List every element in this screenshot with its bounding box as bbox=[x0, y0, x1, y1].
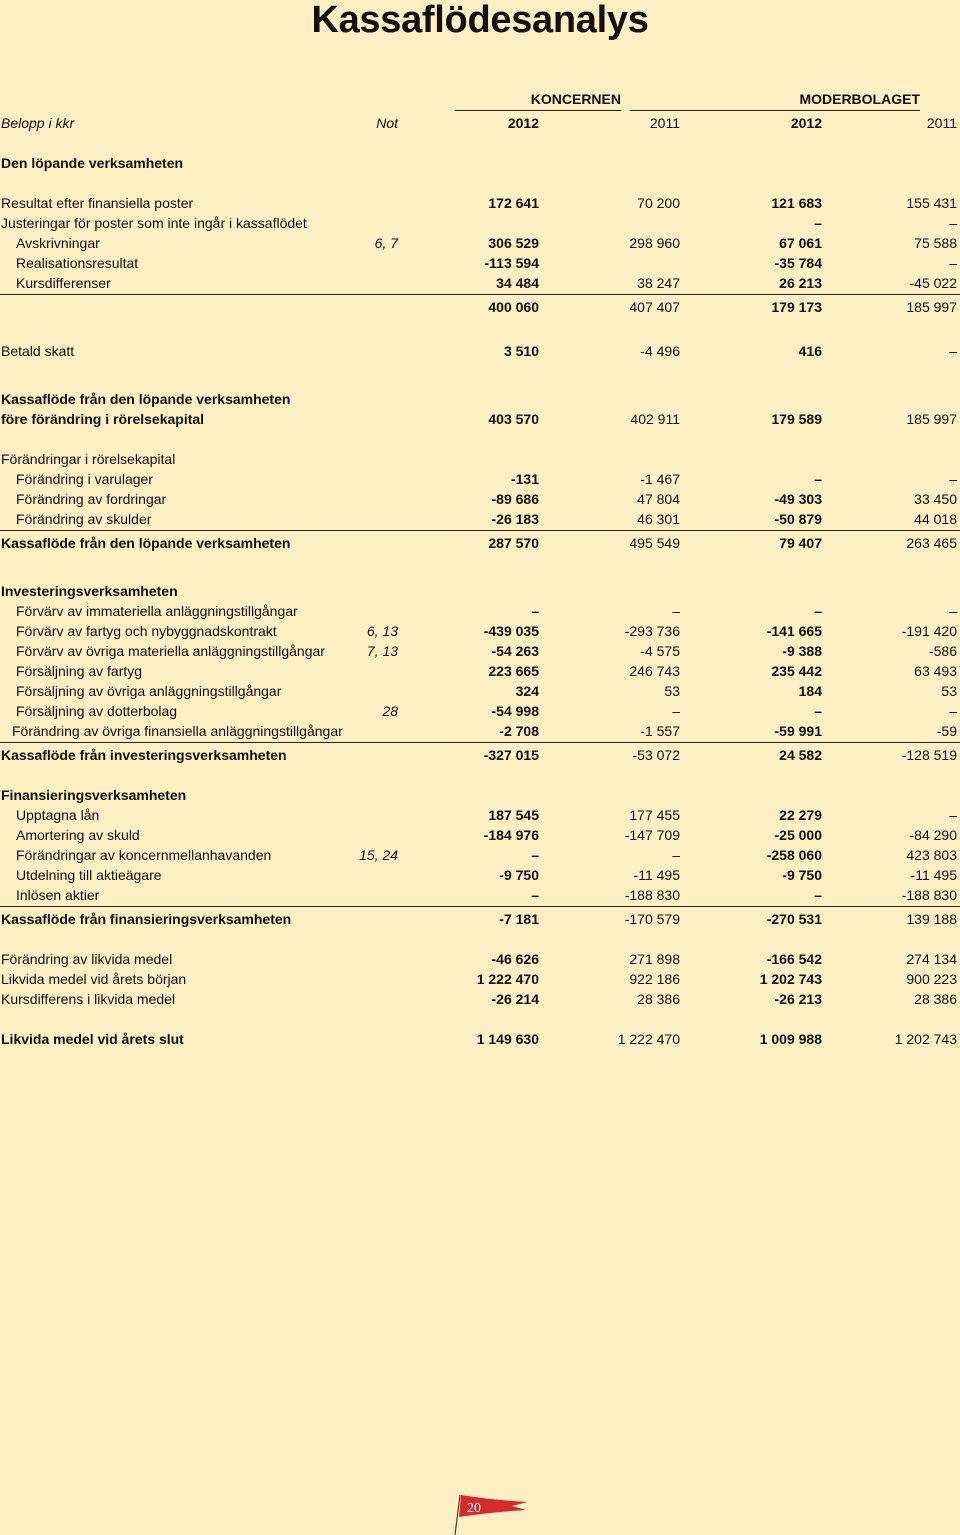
row-label: Likvida medel vid årets slut bbox=[1, 1031, 184, 1047]
value-moderbolaget-2011: 900 223 bbox=[906, 971, 957, 987]
value-moderbolaget-2011: 185 997 bbox=[906, 411, 957, 427]
value-koncernen-2011: -4 496 bbox=[640, 343, 680, 359]
row-label: Finansieringsverksamheten bbox=[1, 787, 187, 803]
value-moderbolaget-2012: -25 000 bbox=[774, 827, 822, 843]
value-moderbolaget-2011: 423 803 bbox=[906, 847, 957, 863]
row-note: 15, 24 bbox=[359, 847, 398, 863]
row-label: Förvärv av övriga materiella anläggningstillgångar bbox=[16, 643, 325, 659]
value-koncernen-2012: -54 998 bbox=[491, 703, 539, 719]
row-label: Förändring av skulder bbox=[16, 511, 152, 527]
value-koncernen-2012: -7 181 bbox=[499, 911, 539, 927]
value-koncernen-2011: -293 736 bbox=[624, 623, 680, 639]
table-row bbox=[0, 253, 960, 273]
value-moderbolaget-2012: -141 665 bbox=[766, 623, 822, 639]
row-note: 28 bbox=[382, 703, 398, 719]
row-label: Resultat efter finansiella poster bbox=[1, 195, 194, 211]
year-header-moderbolaget-2011: 2011 bbox=[926, 115, 957, 131]
value-koncernen-2011: – bbox=[672, 603, 680, 619]
table-row bbox=[0, 297, 960, 317]
table-row bbox=[0, 1029, 960, 1049]
value-moderbolaget-2012: -59 991 bbox=[774, 723, 822, 739]
amount-unit-label: Belopp i kkr bbox=[1, 115, 75, 131]
value-moderbolaget-2011: -11 495 bbox=[910, 867, 957, 883]
value-moderbolaget-2012: -49 303 bbox=[774, 491, 822, 507]
value-moderbolaget-2011: -586 bbox=[928, 643, 957, 659]
table-row bbox=[0, 469, 960, 489]
value-moderbolaget-2011: 139 188 bbox=[906, 911, 957, 927]
value-moderbolaget-2012: -270 531 bbox=[766, 911, 822, 927]
value-koncernen-2012: – bbox=[531, 887, 539, 903]
table-row bbox=[0, 601, 960, 621]
table-row bbox=[0, 213, 960, 233]
value-moderbolaget-2011: – bbox=[949, 471, 957, 487]
value-koncernen-2011: 495 549 bbox=[629, 535, 680, 551]
table-row bbox=[0, 273, 960, 293]
value-koncernen-2012: -54 263 bbox=[491, 643, 539, 659]
value-koncernen-2012: -26 183 bbox=[491, 511, 539, 527]
row-label: Förändring i varulager bbox=[16, 471, 153, 487]
table-row bbox=[0, 193, 960, 213]
row-label: Utdelning till aktieägare bbox=[16, 867, 162, 883]
table-row bbox=[0, 233, 960, 253]
row-note: 7, 13 bbox=[366, 643, 398, 659]
value-moderbolaget-2011: 53 bbox=[941, 683, 957, 699]
row-label: Betald skatt bbox=[1, 343, 75, 359]
group-header-moderbolaget: MODERBOLAGET bbox=[630, 90, 920, 111]
table-row bbox=[0, 409, 960, 429]
table-row bbox=[0, 909, 960, 929]
value-moderbolaget-2011: – bbox=[949, 603, 957, 619]
value-moderbolaget-2012: – bbox=[814, 703, 822, 719]
row-label: Inlösen aktier bbox=[16, 887, 100, 903]
value-koncernen-2012: -113 594 bbox=[484, 255, 539, 271]
value-moderbolaget-2012: 79 407 bbox=[779, 535, 822, 551]
value-moderbolaget-2011: -128 519 bbox=[901, 747, 957, 763]
value-koncernen-2011: 298 960 bbox=[629, 235, 680, 251]
row-label: Upptagna lån bbox=[16, 807, 100, 823]
row-label: Förändring av likvida medel bbox=[1, 951, 173, 967]
table-row bbox=[0, 661, 960, 681]
value-moderbolaget-2011: – bbox=[949, 703, 957, 719]
value-moderbolaget-2012: 1 202 743 bbox=[759, 971, 822, 987]
table-row bbox=[0, 949, 960, 969]
year-header-koncernen-2012: 2012 bbox=[507, 115, 539, 131]
value-koncernen-2011: -188 830 bbox=[624, 887, 680, 903]
value-koncernen-2011: 1 222 470 bbox=[617, 1031, 680, 1047]
value-moderbolaget-2011: 155 431 bbox=[906, 195, 957, 211]
value-koncernen-2012: -2 708 bbox=[499, 723, 539, 739]
value-moderbolaget-2012: -26 213 bbox=[774, 991, 822, 1007]
value-koncernen-2012: 1 149 630 bbox=[476, 1031, 539, 1047]
value-koncernen-2012: -327 015 bbox=[483, 747, 539, 763]
row-label: Förvärv av fartyg och nybyggnadskontrakt bbox=[16, 623, 277, 639]
row-label: Avskrivningar bbox=[16, 235, 100, 251]
value-moderbolaget-2011: 263 465 bbox=[906, 535, 957, 551]
value-moderbolaget-2011: 28 386 bbox=[914, 991, 957, 1007]
value-moderbolaget-2012: 179 589 bbox=[771, 411, 822, 427]
value-koncernen-2011: -1 557 bbox=[640, 723, 680, 739]
table-row bbox=[0, 449, 960, 469]
value-moderbolaget-2012: 22 279 bbox=[779, 807, 822, 823]
value-koncernen-2011: 271 898 bbox=[629, 951, 680, 967]
table-row bbox=[0, 533, 960, 553]
value-moderbolaget-2012: -9 750 bbox=[782, 867, 822, 883]
page-number: 20 bbox=[467, 1501, 481, 1516]
value-koncernen-2012: 324 bbox=[515, 683, 539, 699]
divider bbox=[0, 742, 960, 743]
table-row bbox=[0, 701, 960, 721]
row-label: Kassaflöde från den löpande verksamheten bbox=[1, 391, 291, 407]
value-koncernen-2011: -170 579 bbox=[624, 911, 680, 927]
value-moderbolaget-2012: 184 bbox=[798, 683, 822, 699]
table-row bbox=[0, 865, 960, 885]
group-header-koncernen: KONCERNEN bbox=[455, 90, 621, 111]
value-koncernen-2012: -184 976 bbox=[483, 827, 539, 843]
value-koncernen-2012: 3 510 bbox=[503, 343, 539, 359]
row-label: Justeringar för poster som inte ingår i kassaflödet bbox=[1, 215, 307, 231]
value-koncernen-2011: 407 407 bbox=[629, 299, 680, 315]
table-row bbox=[0, 389, 960, 409]
row-label: Likvida medel vid årets början bbox=[1, 971, 187, 987]
row-label: Kursdifferenser bbox=[16, 275, 111, 291]
table-row bbox=[0, 509, 960, 529]
page-title: Kassaflödesanalys bbox=[311, 0, 649, 41]
value-koncernen-2012: – bbox=[531, 603, 539, 619]
value-koncernen-2011: -4 575 bbox=[640, 643, 680, 659]
value-moderbolaget-2011: 63 493 bbox=[914, 663, 957, 679]
table-row bbox=[0, 745, 960, 765]
value-koncernen-2012: 223 665 bbox=[488, 663, 539, 679]
value-moderbolaget-2012: 121 683 bbox=[771, 195, 822, 211]
row-label: Kassaflöde från investeringsverksamheten bbox=[1, 747, 287, 763]
value-moderbolaget-2012: -258 060 bbox=[766, 847, 822, 863]
value-moderbolaget-2011: 1 202 743 bbox=[894, 1031, 957, 1047]
value-moderbolaget-2012: 26 213 bbox=[779, 275, 822, 291]
row-label: Förändring av övriga finansiella anläggningstillgångar bbox=[12, 723, 343, 739]
page-number-flag bbox=[452, 1490, 532, 1535]
value-moderbolaget-2012: -9 388 bbox=[782, 643, 822, 659]
row-label: Den löpande verksamheten bbox=[1, 155, 184, 171]
table-row bbox=[0, 489, 960, 509]
value-moderbolaget-2011: – bbox=[949, 215, 957, 231]
table-row bbox=[0, 341, 960, 361]
table-row bbox=[0, 641, 960, 661]
value-koncernen-2011: 402 911 bbox=[630, 411, 680, 427]
year-header-moderbolaget-2012: 2012 bbox=[790, 115, 822, 131]
divider bbox=[0, 294, 960, 295]
table-row bbox=[0, 969, 960, 989]
value-koncernen-2012: -9 750 bbox=[499, 867, 539, 883]
value-moderbolaget-2011: – bbox=[949, 255, 957, 271]
value-moderbolaget-2012: 24 582 bbox=[779, 747, 822, 763]
value-koncernen-2011: 28 386 bbox=[637, 991, 680, 1007]
row-label: Försäljning av övriga anläggningstillgångar bbox=[16, 683, 282, 699]
value-moderbolaget-2012: 235 442 bbox=[771, 663, 822, 679]
value-koncernen-2011: 38 247 bbox=[637, 275, 680, 291]
value-koncernen-2012: 187 545 bbox=[488, 807, 539, 823]
value-moderbolaget-2012: -35 784 bbox=[774, 255, 822, 271]
value-koncernen-2012: -46 626 bbox=[491, 951, 539, 967]
table-row bbox=[0, 805, 960, 825]
value-koncernen-2012: 1 222 470 bbox=[476, 971, 539, 987]
value-moderbolaget-2011: 33 450 bbox=[914, 491, 957, 507]
row-note: 6, 13 bbox=[366, 623, 398, 639]
value-koncernen-2012: 403 570 bbox=[488, 411, 539, 427]
note-column-header: Not bbox=[376, 115, 398, 131]
table-row bbox=[0, 989, 960, 1009]
row-label: Realisationsresultat bbox=[16, 255, 139, 271]
table-row bbox=[0, 621, 960, 641]
value-koncernen-2012: – bbox=[531, 847, 539, 863]
row-label: Investeringsverksamheten bbox=[1, 583, 178, 599]
value-koncernen-2011: -1 467 bbox=[640, 471, 680, 487]
value-koncernen-2012: -89 686 bbox=[491, 491, 539, 507]
table-row bbox=[0, 721, 960, 741]
row-label: Försäljning av fartyg bbox=[16, 663, 143, 679]
row-label: Amortering av skuld bbox=[16, 827, 140, 843]
value-moderbolaget-2012: 179 173 bbox=[771, 299, 822, 315]
divider bbox=[0, 906, 960, 907]
value-koncernen-2011: – bbox=[672, 703, 680, 719]
value-koncernen-2012: 34 484 bbox=[496, 275, 539, 291]
value-moderbolaget-2012: – bbox=[814, 603, 822, 619]
table-row bbox=[0, 681, 960, 701]
value-moderbolaget-2011: -59 bbox=[936, 723, 957, 739]
value-moderbolaget-2012: -50 879 bbox=[774, 511, 822, 527]
value-moderbolaget-2012: 416 bbox=[798, 343, 822, 359]
table-row bbox=[0, 153, 960, 173]
value-koncernen-2012: 306 529 bbox=[488, 235, 539, 251]
value-koncernen-2011: 47 804 bbox=[637, 491, 680, 507]
row-label: Försäljning av dotterbolag bbox=[16, 703, 178, 719]
value-koncernen-2011: 70 200 bbox=[637, 195, 680, 211]
year-header-koncernen-2011: 2011 bbox=[649, 115, 680, 131]
value-moderbolaget-2012: -166 542 bbox=[766, 951, 822, 967]
value-moderbolaget-2011: 185 997 bbox=[906, 299, 957, 315]
value-moderbolaget-2011: – bbox=[949, 343, 957, 359]
row-label: Kassaflöde från den löpande verksamheten bbox=[1, 535, 291, 551]
value-koncernen-2011: 246 743 bbox=[629, 663, 680, 679]
value-koncernen-2011: – bbox=[672, 847, 680, 863]
value-koncernen-2011: 46 301 bbox=[637, 511, 680, 527]
value-moderbolaget-2011: 44 018 bbox=[914, 511, 957, 527]
value-koncernen-2012: -26 214 bbox=[491, 991, 539, 1007]
table-row bbox=[0, 785, 960, 805]
row-label: före förändring i rörelsekapital bbox=[1, 411, 205, 427]
value-koncernen-2012: -131 bbox=[510, 471, 539, 487]
value-moderbolaget-2011: 274 134 bbox=[906, 951, 957, 967]
table-row bbox=[0, 825, 960, 845]
value-koncernen-2012: 400 060 bbox=[488, 299, 539, 315]
value-moderbolaget-2011: – bbox=[949, 807, 957, 823]
value-moderbolaget-2011: -84 290 bbox=[909, 827, 957, 843]
value-moderbolaget-2011: -45 022 bbox=[909, 275, 957, 291]
row-label: Kursdifferens i likvida medel bbox=[1, 991, 176, 1007]
table-row bbox=[0, 581, 960, 601]
value-moderbolaget-2012: – bbox=[814, 887, 822, 903]
value-koncernen-2012: -439 035 bbox=[483, 623, 539, 639]
value-koncernen-2011: 177 455 bbox=[629, 807, 680, 823]
value-moderbolaget-2012: 67 061 bbox=[779, 235, 822, 251]
value-moderbolaget-2011: -191 420 bbox=[901, 623, 957, 639]
value-koncernen-2011: 922 186 bbox=[629, 971, 680, 987]
row-label: Förvärv av immateriella anläggningstillgångar bbox=[16, 603, 298, 619]
value-koncernen-2011: -53 072 bbox=[632, 747, 680, 763]
table-row bbox=[0, 885, 960, 905]
column-header-row bbox=[0, 113, 960, 133]
value-moderbolaget-2012: – bbox=[814, 471, 822, 487]
row-note: 6, 7 bbox=[374, 235, 398, 251]
value-koncernen-2012: 172 641 bbox=[488, 195, 539, 211]
value-moderbolaget-2012: 1 009 988 bbox=[759, 1031, 822, 1047]
row-label: Kassaflöde från finansieringsverksamheten bbox=[1, 911, 292, 927]
row-label: Förändringar av koncernmellanhavanden bbox=[16, 847, 272, 863]
table-row bbox=[0, 845, 960, 865]
value-koncernen-2011: -147 709 bbox=[624, 827, 680, 843]
value-moderbolaget-2011: -188 830 bbox=[901, 887, 957, 903]
value-koncernen-2012: 287 570 bbox=[488, 535, 539, 551]
row-label: Förändring av fordringar bbox=[16, 491, 167, 507]
row-label: Förändringar i rörelsekapital bbox=[1, 451, 176, 467]
value-moderbolaget-2011: 75 588 bbox=[914, 235, 957, 251]
divider bbox=[0, 530, 960, 531]
value-koncernen-2011: -11 495 bbox=[633, 867, 680, 883]
value-koncernen-2011: 53 bbox=[664, 683, 680, 699]
value-moderbolaget-2012: – bbox=[814, 215, 822, 231]
